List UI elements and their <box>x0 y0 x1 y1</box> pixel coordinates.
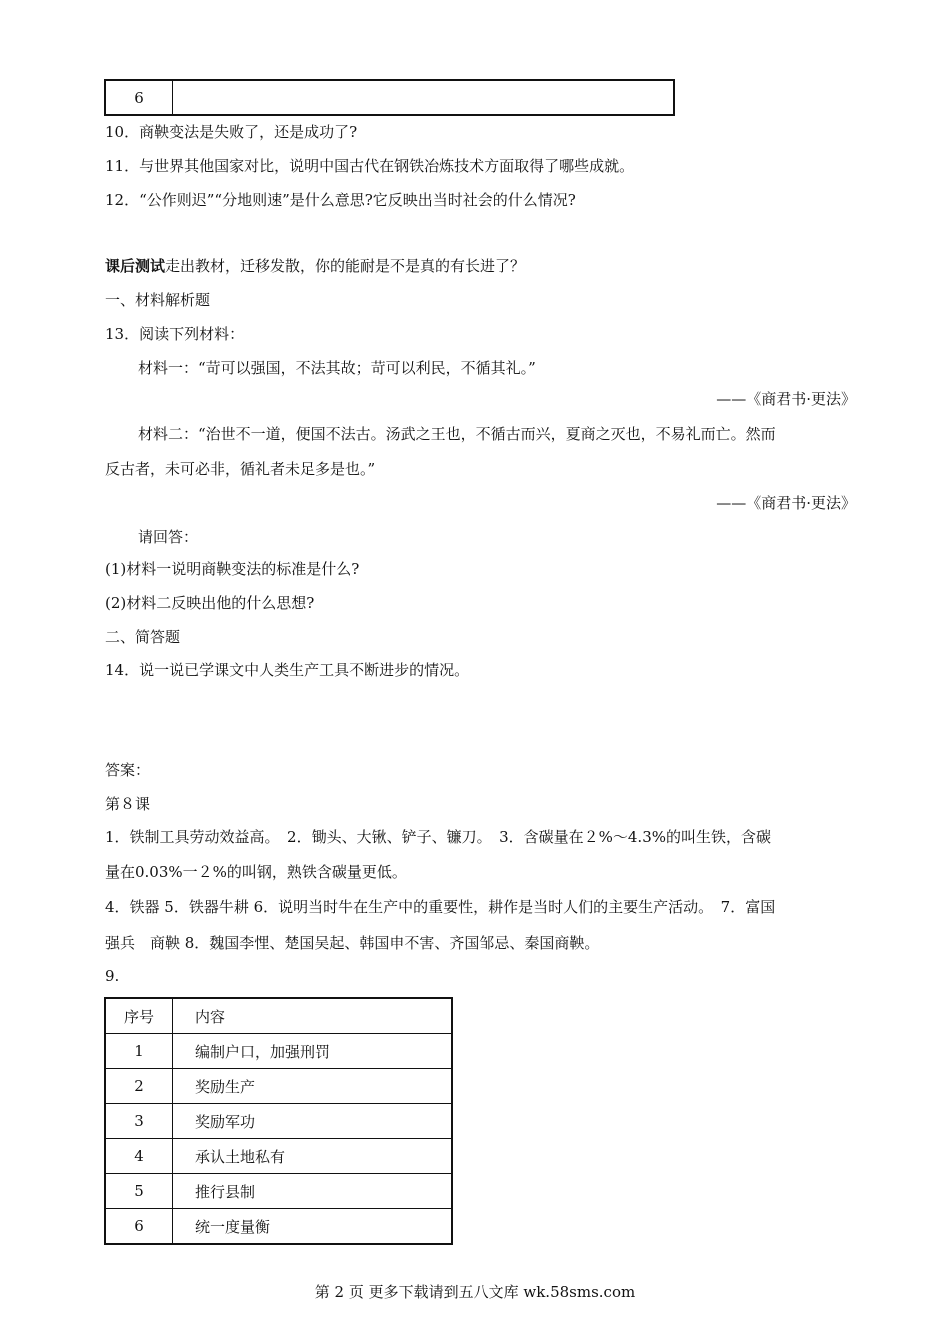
table-header-content: 内容 <box>173 998 453 1034</box>
table-header-num: 序号 <box>105 998 173 1034</box>
question-14: 14．说一说已学课文中人类生产工具不断进步的情况。 <box>105 661 470 679</box>
section-heading-2: 二、简答题 <box>105 628 181 646</box>
question-12: 12．“公作则迟”“分地则速”是什么意思?它反映出当时社会的什么情况? <box>105 191 576 209</box>
answer-prompt: 请回答： <box>138 528 199 546</box>
question-13-intro: 13．阅读下列材料： <box>105 325 245 343</box>
answer-line-1: 1．铁制工具劳动效益高。 2．锄头、大锹、铲子、镰刀。 3．含碳量在２%～4.3%的叫生铁，含碳 <box>105 828 771 846</box>
post-test-title: 课后测试 <box>105 257 166 275</box>
table-cell-num: 6 <box>105 1209 173 1245</box>
material-1-source: ——《商君书·更法》 <box>716 390 856 408</box>
table-cell-content: 推行县制 <box>173 1174 453 1209</box>
table-cell-num: 1 <box>105 1034 173 1069</box>
table-cell-num: 5 <box>105 1174 173 1209</box>
table-row <box>105 1139 452 1174</box>
question-10: 10．商鞅变法是失败了，还是成功了? <box>105 123 358 141</box>
table-cell-content <box>173 80 675 115</box>
table-cell-content: 奖励军功 <box>173 1104 453 1139</box>
table-cell-content: 编制户口，加强刑罚 <box>173 1034 453 1069</box>
material-1: 材料一：“苛可以强国，不法其故；苛可以利民，不循其礼。” <box>138 359 536 377</box>
question-11: 11．与世界其他国家对比，说明中国古代在钢铁冶炼技术方面取得了哪些成就。 <box>105 157 635 175</box>
table-row <box>105 1069 452 1104</box>
table-cell-content: 承认土地私有 <box>173 1139 453 1174</box>
table-cell-num: 2 <box>105 1069 173 1104</box>
answer-line-4: 强兵 商鞅 8．魏国李悝、楚国吴起、韩国申不害、齐国邹忌、秦国商鞅。 <box>105 934 600 952</box>
table-row <box>105 1034 452 1069</box>
lesson-label: 第８课 <box>105 795 151 813</box>
post-test-heading <box>105 255 525 276</box>
table-cell-content: 奖励生产 <box>173 1069 453 1104</box>
answer-9-label: 9. <box>105 967 120 985</box>
table-cell-num: 4 <box>105 1139 173 1174</box>
table-header-row <box>105 998 452 1034</box>
table-cell-num: 3 <box>105 1104 173 1139</box>
table-row <box>105 1174 452 1209</box>
page-footer: 第 2 页 更多下载请到五八文库 wk.58sms.com <box>314 1283 636 1301</box>
material-2-line-2: 反古者，未可必非，循礼者未足多是也。” <box>105 460 376 478</box>
answer-table <box>104 997 453 1245</box>
answer-line-2: 量在0.03%一２%的叫钢，熟铁含碳量更低。 <box>105 863 407 881</box>
table-row <box>105 80 674 115</box>
table-row <box>105 1209 452 1245</box>
top-table-fragment <box>104 79 675 116</box>
material-2-line-1: 材料二：“治世不一道，便国不法古。汤武之王也，不循古而兴，夏商之灭也，不易礼而亡。然而 <box>138 425 776 443</box>
table-cell-content: 统一度量衡 <box>173 1209 453 1245</box>
answer-line-3: 4．铁器 5．铁器牛耕 6．说明当时牛在生产中的重要性，耕作是当时人们的主要生产活动。 7．富国 <box>105 898 776 916</box>
sub-question-2: (2)材料二反映出他的什么思想? <box>105 594 315 612</box>
material-2-source: ——《商君书·更法》 <box>716 494 856 512</box>
section-heading-1: 一、材料解析题 <box>105 291 211 309</box>
table-cell-num: 6 <box>105 80 173 115</box>
answers-label: 答案： <box>105 761 151 779</box>
post-test-subtitle: 走出教材，迁移发散，你的能耐是不是真的有长进了？ <box>165 257 526 275</box>
table-row <box>105 1104 452 1139</box>
sub-question-1: (1)材料一说明商鞅变法的标准是什么? <box>105 560 360 578</box>
